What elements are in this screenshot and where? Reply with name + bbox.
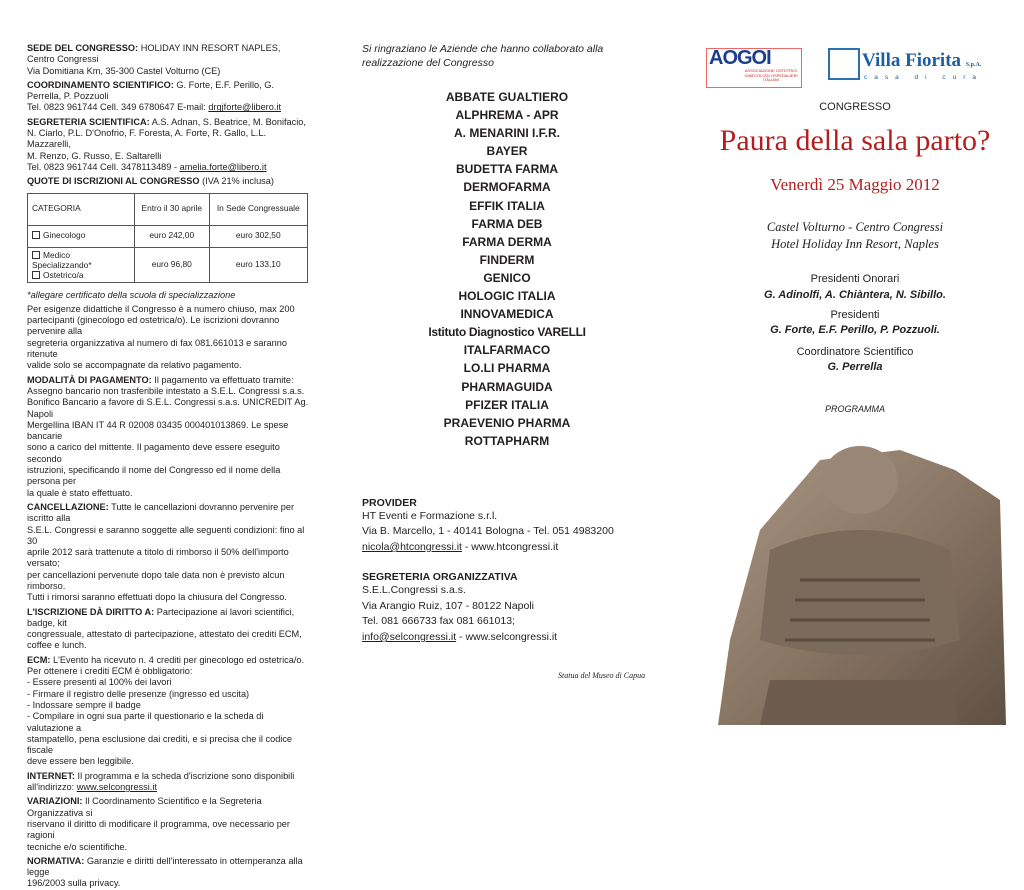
sponsor-item: A. MENARINI I.F.R. [453, 126, 560, 141]
table-row [28, 247, 308, 282]
sponsor-item: FINDERM [479, 252, 535, 267]
paragraph-line: Il pagamento va effettuato tramite: [154, 374, 294, 385]
table-header-row [28, 193, 308, 225]
aogoi-logo-text: AOGOI [709, 47, 771, 69]
provider-block [362, 509, 652, 556]
sponsor-list [362, 88, 652, 450]
paragraph-line: Il Coordinamento Scientifico e la Segreteria Organizzativa si [27, 796, 262, 818]
table-header: In Sede Congressuale [209, 193, 307, 225]
thanks-line: realizzazione del Congresso [362, 57, 494, 69]
info-column [27, 0, 309, 889]
sponsor-item: BUDETTA FARMA [456, 162, 558, 177]
provider-line: HT Eventi e Formazione s.r.l. [362, 509, 498, 522]
paragraph-line: riservano il diritto di modificare il programma, ove necessario per ragioni [27, 818, 290, 841]
paragraph-line: per cancellazioni pervenute dopo tale data non è previsto alcun rimborso. [27, 569, 285, 591]
sponsors-column [362, 0, 652, 725]
pagamento-block [27, 375, 309, 499]
paragraph-line: - Indossare sempre il badge [27, 699, 141, 710]
sede-text: HOLIDAY INN RESORT NAPLES, Centro Congressi [27, 43, 281, 65]
sponsor-item: BAYER [486, 144, 528, 159]
sponsor-item: ROTTAPHARM [464, 433, 550, 448]
table-cell: euro 302,50 [209, 225, 307, 247]
coordinatore-label: Coordinatore Scientifico [796, 346, 914, 358]
paragraph-line: S.E.L. Congressi e saranno soggette alle seguenti condizioni: fino al 30 [27, 524, 305, 546]
paragraph-line: congressuale, attestato di partecipazione, attestato dei crediti ECM, coffee e lunch. [27, 629, 302, 651]
paragraph-line: Tutte le cancellazioni dovranno pervenire per iscritto alla [27, 501, 295, 524]
checkbox-specializzando[interactable] [32, 251, 40, 259]
venue-line: Castel Volturno - Centro Congressi [766, 220, 944, 234]
diritto-block [27, 607, 309, 652]
segreteria-org-block [362, 583, 652, 645]
pagamento-label: MODALITÀ DI PAGAMENTO: [27, 374, 152, 385]
segreteria-scientifica-block [27, 117, 309, 173]
paragraph-line: segreteria organizzativa al numero di fax 081.661013 e saranno ritenute [27, 337, 287, 360]
paragraph-line: valide solo se accompagnate da relativo pagamento. [27, 360, 242, 371]
event-date: Venerdì 25 Maggio 2012 [770, 175, 940, 194]
sponsor-item: PRAEVENIO PHARMA [443, 415, 571, 430]
checkbox-ostetrico[interactable] [32, 271, 40, 279]
sponsor-item: FARMA DERMA [462, 234, 552, 249]
paragraph-line: aprile 2012 sarà trattenute a titolo di rimborso il 50% dell'importo versato; [27, 547, 289, 569]
paragraph-line: Mergellina IBAN IT 44 R 02008 03435 000401013869. Le spese bancarie [27, 419, 289, 442]
paragraph-line: Per esigenze didattiche il Congresso è a numero chiuso, max 200 [27, 303, 295, 314]
paragraph-line: deve essere ben leggibile. [27, 756, 134, 767]
paragraph-line: stampatello, pena esclusione dai crediti, e si precisa che il codice fiscale [27, 733, 293, 756]
segr-text: A.S. Adnan, S. Beatrice, M. Bonifacio, [151, 116, 306, 127]
paragraph-line: partecipanti (ginecologo ed ostetrica/o). Le iscrizioni dovranno pervenire alla [27, 315, 280, 337]
presidenti-label: Presidenti [830, 309, 880, 321]
presidenti-onorari-names: G. Adinolfi, A. Chiàntera, N. Sibillo. [764, 289, 946, 301]
sponsor-item: PFIZER ITALIA [465, 397, 549, 412]
presidenti-names: G. Forte, E.F. Perillo, P. Pozzuoli. [770, 324, 940, 336]
statue-image [710, 440, 1010, 725]
fee-table [27, 193, 308, 283]
venue-line: Hotel Holiday Inn Resort, Naples [771, 237, 939, 251]
table-header: CATEGORIA [28, 193, 135, 225]
programma-label: PROGRAMMA [824, 404, 885, 414]
quote-label: QUOTE DI ISCRIZIONI AL CONGRESSO [27, 176, 200, 187]
sede-address: Via Domitiana Km, 35-300 Castel Volturno (CE) [27, 65, 221, 76]
sponsor-item: GENICO [483, 270, 531, 285]
paragraph-line: tecniche e/o scientifiche. [27, 841, 128, 852]
selcongressi-link[interactable]: www.selcongressi.it [76, 782, 157, 793]
villa-fiorita-emblem-icon [828, 48, 860, 80]
table-cell [28, 247, 135, 282]
congresso-label: CONGRESSO [819, 101, 891, 113]
segorg-email-link[interactable]: info@selcongressi.it [362, 630, 457, 643]
paragraph-line: - Essere presenti al 100% dei lavori [27, 677, 172, 688]
sede-label: SEDE DEL CONGRESSO: [27, 43, 139, 53]
thanks-note [362, 42, 652, 70]
villa-fiorita-name: Villa Fiorita [862, 50, 962, 71]
statue-caption: Statua del Museo di Capua [558, 671, 646, 680]
segorg-line: S.E.L.Congressi s.a.s. [362, 584, 466, 597]
category-label: Ostetrico/a [43, 269, 84, 280]
sponsor-item: PHARMAGUIDA [461, 379, 553, 394]
coord-tel: Tel. 0823 961744 Cell. 349 6780647 E-mail: [27, 102, 206, 113]
cancellazione-label: CANCELLAZIONE: [27, 501, 109, 512]
coord-text: G. Forte, E.F. Perillo, G. Perrella, P. Pozzuoli [27, 79, 274, 102]
paragraph-line: - Firmare il registro delle presenze (ingresso ed uscita) [27, 688, 250, 699]
coord-block [27, 80, 309, 114]
normativa-block [27, 856, 309, 890]
normativa-label: NORMATIVA: [27, 855, 85, 866]
villa-fiorita-suffix: S.p.A. [965, 62, 982, 68]
villa-fiorita-logo [828, 42, 998, 86]
venue [690, 219, 1020, 253]
coord-label: COORDINAMENTO SCIENTIFICO: [27, 79, 174, 90]
checkbox-ginecologo[interactable] [32, 231, 40, 239]
segr-tel: Tel. 0823 961744 Cell. 3478113489 - [27, 161, 178, 172]
sponsor-item: FARMA DEB [471, 216, 543, 231]
sponsor-item: EFFIK ITALIA [469, 198, 545, 213]
allegare-note: *allegare certificato della scuola di specializzazione [27, 289, 236, 300]
variazioni-label: VARIAZIONI: [27, 796, 83, 807]
diritto-label: L'ISCRIZIONE DÀ DIRITTO A: [27, 606, 155, 617]
sponsor-item: LO.LI PHARMA [463, 361, 551, 376]
aogoi-logo-subtitle: ASSOCIAZIONE OSTETRICI GINECOLOGI OSPEDALIERI ITALIANI [744, 68, 798, 82]
sponsor-item: ABBATE GUALTIERO [445, 90, 569, 104]
paragraph-line: Tutti i rimorsi saranno effettuati dopo la chiusura del Congresso. [27, 592, 287, 603]
page-title: Paura della sala parto? [719, 124, 991, 157]
table-row [28, 225, 308, 247]
cancellazione-block [27, 502, 309, 604]
category-label: Ginecologo [43, 230, 86, 241]
esigenze-block [27, 304, 309, 372]
paragraph-line: la quale è stato effettuato. [27, 487, 133, 498]
sponsor-item: HOLOGIC ITALIA [458, 289, 556, 304]
sponsor-item: Istituto Diagnostico VARELLI [428, 325, 586, 340]
sponsor-item: INNOVAMEDICA [460, 307, 554, 322]
sponsor-item: ALPHREMA - APR [455, 108, 559, 123]
paragraph-line: Bonifico Bancario a favore di S.E.L. Congressi s.a.s. UNICREDIT Ag. Napoli [27, 397, 309, 419]
table-header: Entro il 30 aprile [135, 193, 210, 225]
segreteria-org-heading: SEGRETERIA ORGANIZZATIVA [362, 571, 518, 584]
variazioni-block [27, 796, 309, 852]
segr-text: M. Renzo, G. Russo, E. Saltarelli [27, 150, 162, 161]
provider-line: Via B. Marcello, 1 - 40141 Bologna - Tel. 051 4983200 [362, 525, 614, 538]
provider-email-link[interactable]: nicola@htcongressi.it [362, 540, 462, 553]
table-cell [28, 225, 135, 247]
paragraph-line: istruzioni, specificando il nome del Congresso ed il nome della persona per [27, 465, 281, 487]
sponsor-item: ITALFARMACO [463, 343, 551, 358]
villa-fiorita-subtitle: casa di cura [864, 74, 984, 81]
ecm-block [27, 655, 309, 768]
sede-block [27, 43, 309, 77]
internet-block [27, 771, 309, 794]
paragraph-line: all'indirizzo: [27, 782, 75, 793]
presidenti-onorari-label: Presidenti Onorari [810, 273, 900, 285]
segorg-web: - www.selcongressi.it [456, 630, 558, 643]
table-cell: euro 133,10 [209, 247, 307, 282]
quote-text: (IVA 21% inclusa) [202, 176, 274, 187]
provider-web: - www.htcongressi.it [461, 540, 559, 553]
paragraph-line: Il programma e la scheda d'iscrizione sono disponibili [77, 770, 295, 781]
aogoi-logo [706, 48, 802, 88]
paragraph-line: Partecipazione ai lavori scientifici, badge, kit [27, 606, 295, 628]
paragraph-line: Per ottenere i crediti ECM è obbligatorio: [27, 666, 193, 677]
internet-label: INTERNET: [27, 770, 75, 781]
table-cell: euro 96,80 [135, 247, 210, 282]
villa-fiorita-logo-text [862, 50, 981, 72]
segr-text: N. Ciarlo, P.L. D'Onofrio, F. Foresta, A. Forte, R. Gallo, L.L. Mazzarelli, [27, 128, 267, 150]
paragraph-line: Garanzie e diritti dell'interessato in ottemperanza alla legge [27, 855, 303, 878]
ecm-label: ECM: [27, 654, 51, 665]
table-cell: euro 242,00 [135, 225, 210, 247]
paragraph-line: 196/2003 sulla privacy. [27, 878, 121, 889]
paragraph-line: L'Evento ha ricevuto n. 4 crediti per ginecologo ed ostetrica/o. [53, 654, 305, 665]
thanks-line: Si ringraziano le Aziende che hanno collaborato alla [362, 43, 604, 55]
segr-email-link[interactable]: amelia.forte@libero.it [179, 161, 267, 172]
paragraph-line: Assegno bancario non trasferibile intestato a S.E.L. Congressi s.a.s. [27, 385, 305, 396]
sponsor-item: DERMOFARMA [463, 180, 551, 195]
paragraph-line: - Compilare in ogni sua parte il questionario e la scheda di valutazione a [27, 711, 264, 733]
coordinatore-name: G. Perrella [827, 361, 883, 373]
logos-row [690, 40, 1020, 90]
segr-label: SEGRETERIA SCIENTIFICA: [27, 116, 150, 127]
provider-heading: PROVIDER [362, 496, 417, 509]
segorg-line: Via Arangio Ruiz, 107 - 80122 Napoli [362, 599, 535, 612]
coord-email-link[interactable]: drgjforte@libero.it [208, 102, 281, 113]
paragraph-line: sono a carico del mittente. Il pagamento deve essere eseguito secondo [27, 442, 280, 464]
segorg-line: Tel. 081 666733 fax 081 661013; [362, 615, 515, 628]
category-label: Medico Specializzando* [32, 249, 92, 270]
